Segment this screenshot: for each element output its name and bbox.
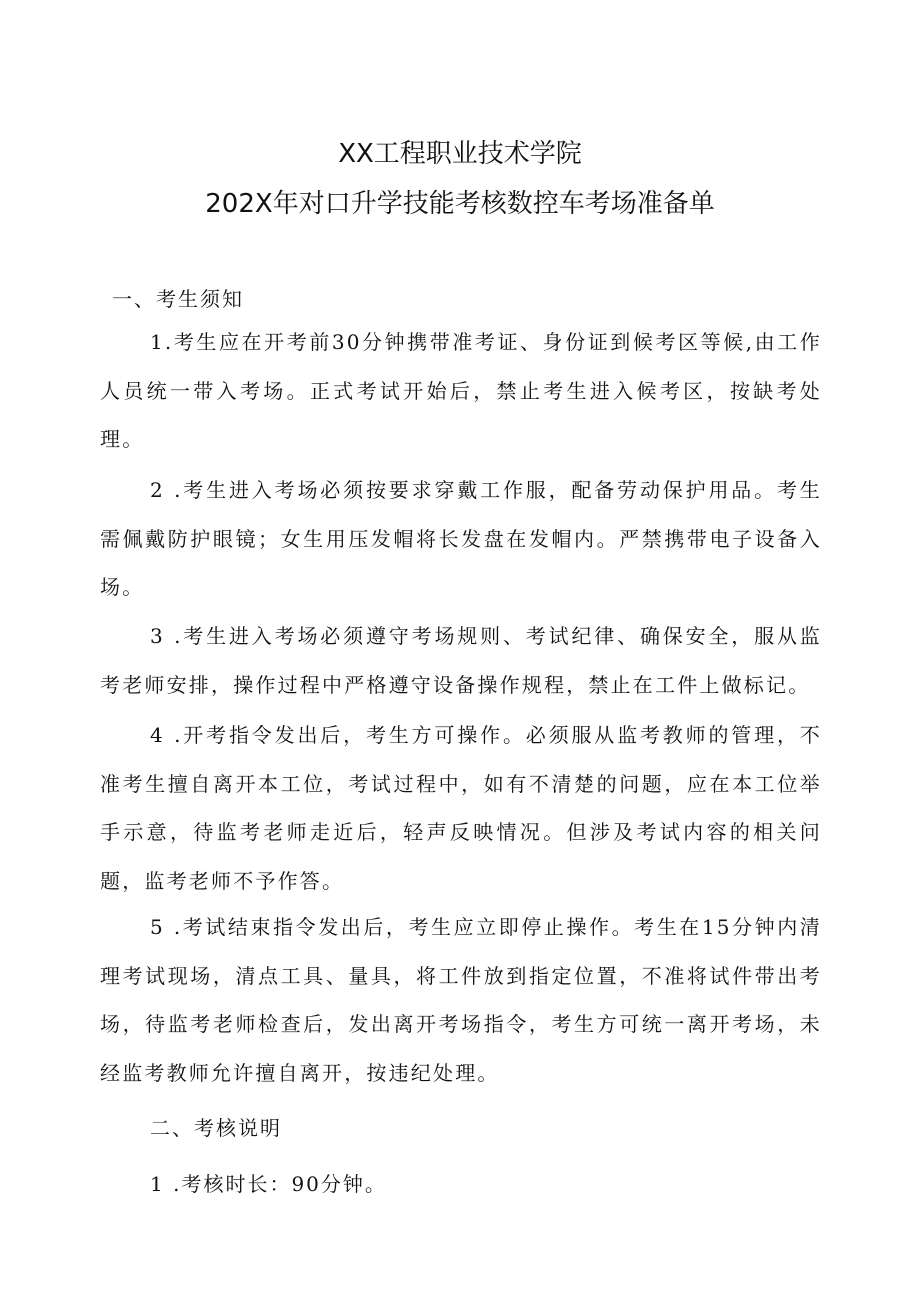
assessment-item-1: 1 .考核时长：90分钟。 [150, 1172, 387, 1196]
notice-item-5: 5 .考试结束指令发出后，考生应立即停止操作。考生在15分钟内清理考试现场，清点工具、量具，将工件放到指定位置，不准将试件带出考场，待监考老师检查后，发出离开考场指令，考生方可统一离开考场，未经监考教师允许擅自离开，按违纪处理。 [100, 915, 822, 1085]
section-heading-assessment: 二、考核说明 [150, 1116, 282, 1140]
notice-item-2: 2 .考生进入考场必须按要求穿戴工作服，配备劳动保护用品。考生需佩戴防护眼镜；女生用压发帽将长发盘在发帽内。严禁携带电子设备入场。 [100, 478, 822, 599]
notice-item-1: 1.考生应在开考前30分钟携带准考证、身份证到候考区等候,由工作人员统一带入考场。正式考试开始后，禁止考生进入候考区，按缺考处理。 [100, 330, 822, 451]
notice-item-4: 4 .开考指令发出后，考生方可操作。必须服从监考教师的管理，不准考生擅自离开本工位，考试过程中，如有不清楚的问题，应在本工位举手示意，待监考老师走近后，轻声反映情况。但涉及考试内容的相关问题，监考老师不予作答。 [100, 723, 822, 893]
section-heading-candidate-notice: 一、考生须知 [112, 287, 244, 311]
notice-item-3: 3 .考生进入考场必须遵守考场规则、考试纪律、确保安全，服从监考老师安排，操作过程中严格遵守设备操作规程，禁止在工件上做标记。 [100, 624, 822, 697]
document-title-institution: XX工程职业技术学院 [338, 139, 582, 169]
document-title-main: 202X年对口升学技能考核数控车考场准备单 [205, 189, 715, 219]
